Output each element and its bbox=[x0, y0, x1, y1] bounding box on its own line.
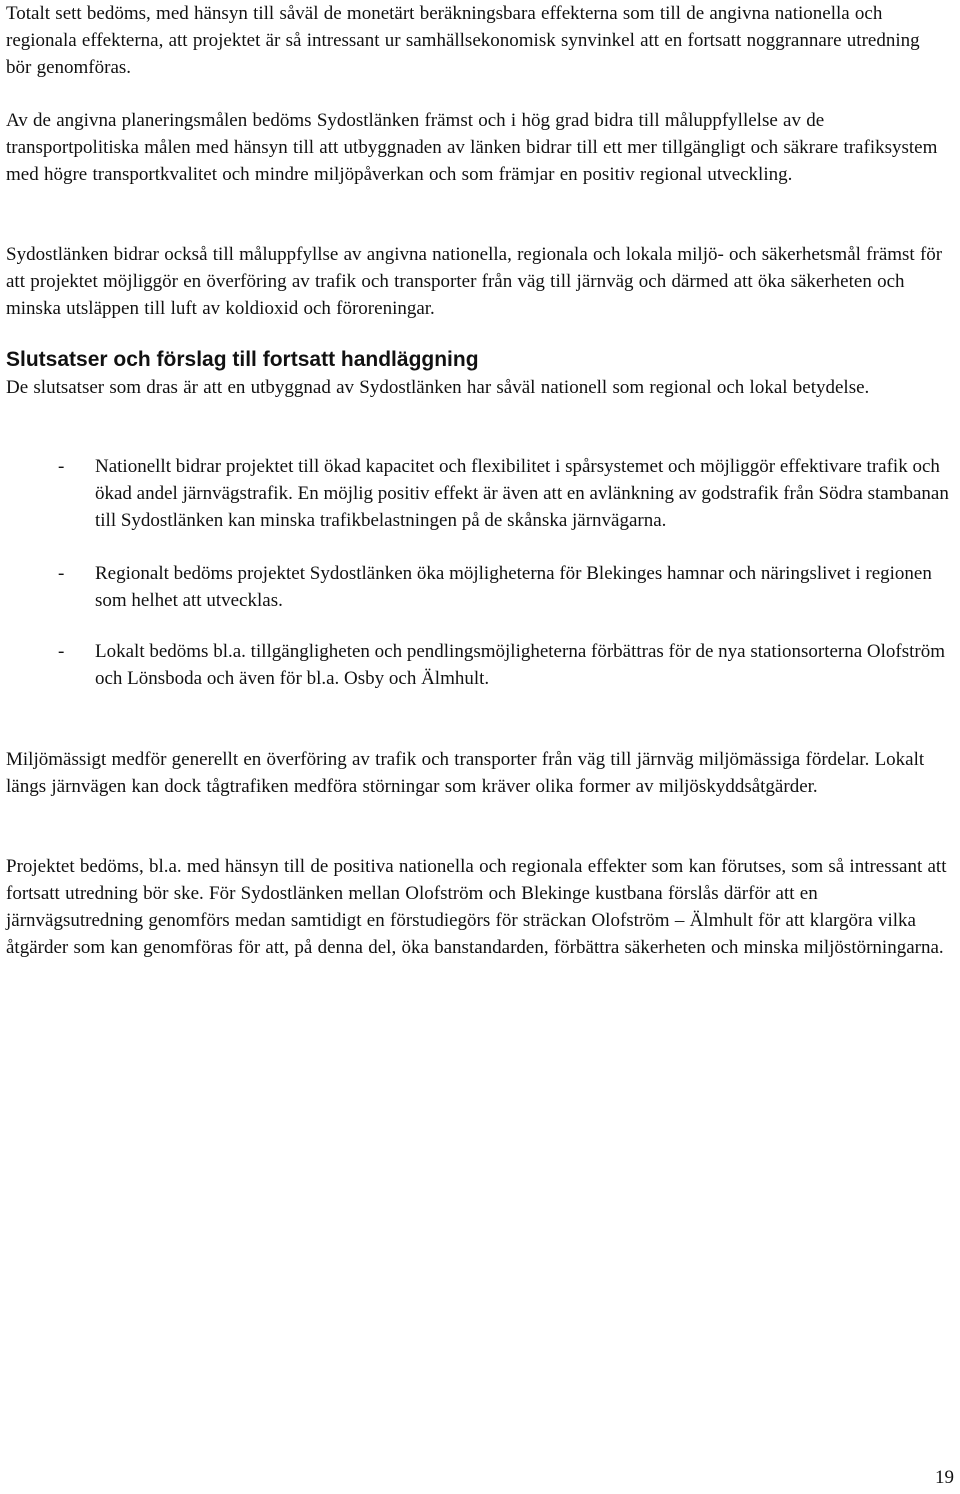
list-item-national bbox=[6, 453, 956, 534]
paragraph-project-assessment: Projektet bedöms, bl.a. med hänsyn till de positiva nationella och regionala effekter som kan förutses, som så intressant att fortsatt utredning bör ske. För Sydostlänken mellan Olofström och Blekinge kustbana förslås därför att en järnvägsutredning genomförs medan samtidigt en förstudiegörs för sträckan Olofström – Älmhult för att klargöra vilka åtgärder som kan genomföras för att, på denna del, öka banstandarden, förbättra säkerheten och minska miljöstörningarna. bbox=[6, 856, 947, 958]
page-number: 19 bbox=[935, 1467, 954, 1488]
paragraph-conclusion: De slutsatser som dras är att en utbyggnad av Sydostlänken har såväl nationell som regional och lokal betydelse. bbox=[6, 377, 870, 398]
list-item-text: Lokalt bedöms bl.a. tillgängligheten och pendlingsmöjligheterna förbättras för de nya stationsorterna Olofström och Lönsboda och även för bl.a. Osby och Älmhult. bbox=[95, 641, 946, 689]
list-item-regional bbox=[6, 560, 956, 614]
paragraph-planning-goals: Av de angivna planeringsmålen bedöms Sydostlänken främst och i hög grad bidra till måluppfyllelse av de transportpolitiska målen med hänsyn till att utbyggnaden av länken bidrar till ett mer tillgängligt och säkrare trafiksystem med högre transportkvalitet och mindre miljöpåverkan och som främjar en positiv regional utveckling. bbox=[6, 110, 938, 185]
list-dash-marker: - bbox=[58, 563, 65, 584]
section-heading: Slutsatser och förslag till fortsatt handläggning bbox=[6, 348, 479, 371]
paragraph-intro: Totalt sett bedöms, med hänsyn till såväl de monetärt beräkningsbara effekterna som till de angivna nationella och regionala effekterna, att projektet är så intressant ur samhällsekonomisk synvinkel att en fortsatt noggrannare utredning bör genomföras. bbox=[6, 3, 920, 78]
list-item-text: Nationellt bidrar projektet till ökad kapacitet och flexibilitet i spårsystemet och möjliggör effektivare trafik och ökad andel järnvägstrafik. En möjlig positiv effekt är även att en avlänkning av godstrafik från Södra stambanan till Sydostlänken kan minska trafikbelastningen på de skånska järnvägarna. bbox=[95, 456, 949, 531]
list-item-text: Regionalt bedöms projektet Sydostlänken öka möjligheterna för Blekinges hamnar och näringslivet i regionen som helhet att utvecklas. bbox=[95, 563, 932, 611]
paragraph-environment-transfer: Miljömässigt medför generellt en överföring av trafik och transporter från väg till järnväg miljömässiga fördelar. Lokalt längs järnvägen kan dock tågtrafiken medföra störningar som kräver olika former av miljöskyddsåtgärder. bbox=[6, 749, 925, 797]
list-item-local bbox=[6, 638, 956, 692]
conclusion-list bbox=[6, 453, 956, 718]
paragraph-environment-goals: Sydostlänken bidrar också till måluppfyllse av angivna nationella, regionala och lokala miljö- och säkerhetsmål främst för att projektet möjliggör en överföring av trafik och transporter från väg till järnväg och därmed att öka säkerheten och minska utsläppen till luft av koldioxid och föroreningar. bbox=[6, 244, 943, 319]
list-dash-marker: - bbox=[58, 641, 65, 662]
list-dash-marker: - bbox=[58, 456, 65, 477]
